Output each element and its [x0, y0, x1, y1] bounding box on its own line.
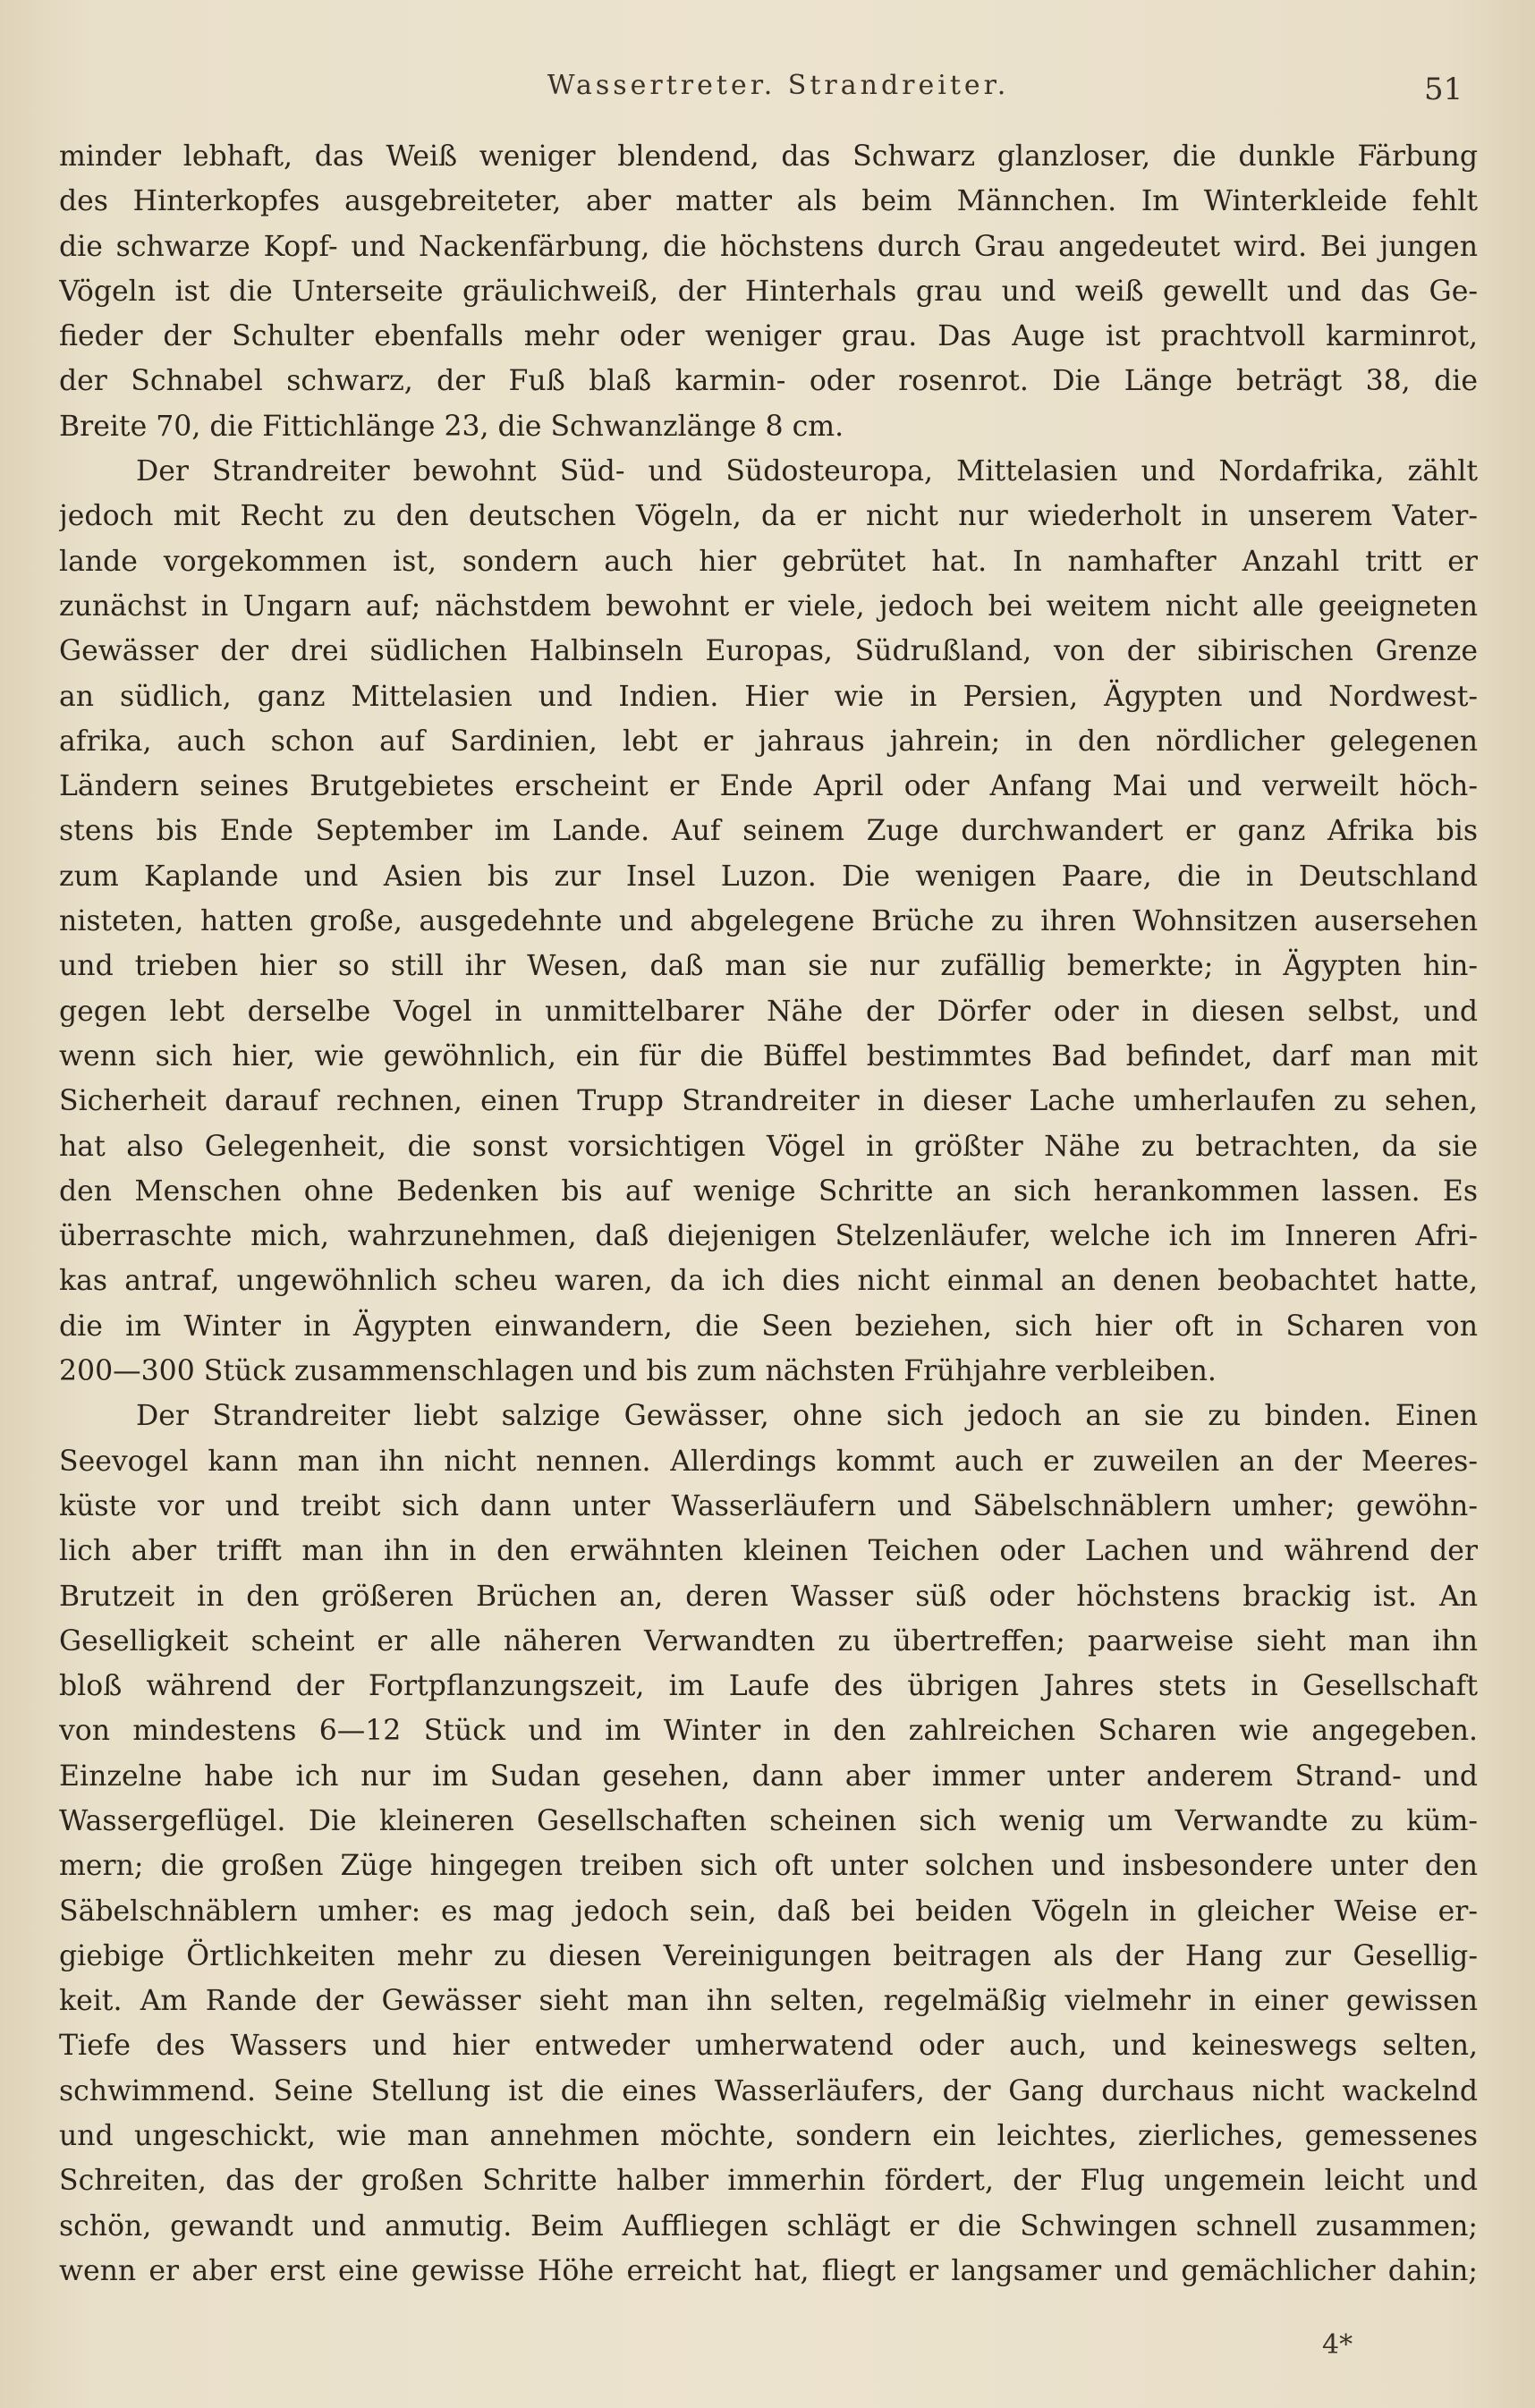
text-line: Geselligkeit scheint er alle näheren Verwandten zu übertreffen; paarweise sieht man ihn: [59, 1624, 1478, 1658]
text-line: keit. Am Rande der Gewässer sieht man ihn selten, regelmäßig vielmehr in einer gewissen: [59, 1985, 1478, 2018]
body-text: [59, 134, 1478, 2294]
text-line: stens bis Ende September im Lande. Auf seinem Zuge durchwandert er ganz Afrika bis: [59, 815, 1478, 848]
text-line: kas antraf, ungewöhnlich scheu waren, da ich dies nicht einmal an denen beobachtet hatte,: [59, 1265, 1478, 1298]
page-number: 51: [1424, 72, 1463, 107]
text-line: an südlich, ganz Mittelasien und Indien. Hier wie in Persien, Ägypten und Nordwest-: [59, 680, 1478, 713]
text-line: von mindestens 6—12 Stück und im Winter in den zahlreichen Scharen wie angegeben.: [59, 1715, 1478, 1748]
text-line: mern; die großen Züge hingegen treiben sich oft unter solchen und insbesondere unter den: [59, 1850, 1478, 1883]
text-line: zunächst in Ungarn auf; nächstdem bewohnt er viele, jedoch bei weitem nicht alle geeigneten: [59, 589, 1478, 623]
text-line: Tiefe des Wassers und hier entweder umherwatend oder auch, und keineswegs selten,: [59, 2030, 1478, 2063]
text-line: hat also Gelegenheit, die sonst vorsichtigen Vögel in größter Nähe zu betrachten, da sie: [59, 1130, 1478, 1163]
text-line: lich aber trifft man ihn in den erwähnten kleinen Teichen oder Lachen und während der: [59, 1535, 1478, 1568]
text-line: jedoch mit Recht zu den deutschen Vögeln, da er nicht nur wiederholt in unserem Vater-: [59, 500, 1478, 533]
text-line: Seevogel kann man ihn nicht nennen. Allerdings kommt auch er zuweilen an der Meeres-: [59, 1445, 1478, 1478]
text-line: schwimmend. Seine Stellung ist die eines Wasserläufers, der Gang durchaus nicht wackelnd: [59, 2074, 1478, 2107]
text-line: nisteten, hatten große, ausgedehnte und abgelegene Brüche zu ihren Wohnsitzen ausersehen: [59, 905, 1478, 938]
text-line: Wassergeflügel. Die kleineren Gesellschaften scheinen sich wenig um Verwandte zu küm-: [59, 1804, 1478, 1837]
text-line: zum Kaplande und Asien bis zur Insel Luzon. Die wenigen Paare, die in Deutschland: [59, 860, 1478, 893]
text-line: Gewässer der drei südlichen Halbinseln Europas, Südrußland, von der sibirischen Grenze: [59, 635, 1478, 668]
text-line: und trieben hier so still ihr Wesen, daß man sie nur zufällig bemerkte; in Ägypten hin-: [59, 950, 1478, 983]
text-line: lande vorgekommen ist, sondern auch hier gebrütet hat. In namhafter Anzahl tritt er: [59, 545, 1478, 578]
text-line: Säbelschnäblern umher: es mag jedoch sein, daß bei beiden Vögeln in gleicher Weise er-: [59, 1895, 1478, 1928]
text-line: schön, gewandt und anmutig. Beim Auffliegen schlägt er die Schwingen schnell zusammen;: [59, 2209, 1478, 2243]
text-line: des Hinterkopfes ausgebreiteter, aber matter als beim Männchen. Im Winterkleide fehlt: [59, 185, 1478, 218]
text-line: afrika, auch schon auf Sardinien, lebt er jahraus jahrein; in den nördlicher gelegenen: [59, 725, 1478, 758]
text-line: 200—300 Stück zusammenschlagen und bis zum nächsten Frühjahre verbleiben.: [59, 1355, 1217, 1388]
text-line: den Menschen ohne Bedenken bis auf wenige Schritte an sich herankommen lassen. Es: [59, 1174, 1478, 1208]
text-line: minder lebhaft, das Weiß weniger blendend, das Schwarz glanzloser, die dunkle Färbung: [59, 140, 1478, 173]
text-line: wenn sich hier, wie gewöhnlich, ein für die Büffel bestimmtes Bad befindet, darf man mit: [59, 1039, 1478, 1073]
text-line: küste vor und treibt sich dann unter Wasserläufern und Säbelschnäblern umher; gewöhn-: [59, 1489, 1478, 1522]
text-line: Vögeln ist die Unterseite gräulichweiß, der Hinterhals grau und weiß gewellt und das Ge-: [59, 275, 1478, 308]
text-line: Sicherheit darauf rechnen, einen Trupp Strandreiter in dieser Lache umherlaufen zu sehen,: [59, 1085, 1478, 1118]
text-line: Schreiten, das der großen Schritte halber immerhin fördert, der Flug ungemein leicht und: [59, 2165, 1478, 2198]
text-line: die im Winter in Ägypten einwandern, die Seen beziehen, sich hier oft in Scharen von: [59, 1310, 1478, 1343]
text-line: gegen lebt derselbe Vogel in unmittelbarer Nähe der Dörfer oder in diesen selbst, und: [59, 995, 1478, 1028]
signature-mark: 4*: [1322, 2329, 1353, 2361]
text-line: wenn er aber erst eine gewisse Höhe erreicht hat, fliegt er langsamer und gemächlicher dahin;: [59, 2254, 1478, 2287]
text-line: bloß während der Fortpflanzungszeit, im Laufe des übrigen Jahres stets in Gesellschaft: [59, 1670, 1478, 1703]
text-line: der Schnabel schwarz, der Fuß blaß karmin- oder rosenrot. Die Länge beträgt 38, die: [59, 365, 1478, 398]
text-line: Ländern seines Brutgebietes erscheint er Ende April oder Anfang Mai und verweilt höch-: [59, 770, 1478, 803]
text-line: fieder der Schulter ebenfalls mehr oder weniger grau. Das Auge ist prachtvoll karminrot,: [59, 320, 1478, 353]
text-line: Brutzeit in den größeren Brüchen an, deren Wasser süß oder höchstens brackig ist. An: [59, 1580, 1478, 1613]
text-line: die schwarze Kopf- und Nackenfärbung, die höchstens durch Grau angedeutet wird. Bei jungen: [59, 230, 1478, 263]
paragraph-start-line: Der Strandreiter liebt salzige Gewässer, ohne sich jedoch an sie zu binden. Einen: [136, 1400, 1478, 1433]
text-line: überraschte mich, wahrzunehmen, daß diejenigen Stelzenläufer, welche ich im Inneren Afri-: [59, 1220, 1478, 1253]
text-line: Einzelne habe ich nur im Sudan gesehen, dann aber immer unter anderem Strand- und: [59, 1759, 1478, 1793]
text-line: und ungeschickt, wie man annehmen möchte, sondern ein leichtes, zierliches, gemessenes: [59, 2120, 1478, 2153]
text-line: giebige Örtlichkeiten mehr zu diesen Vereinigungen beitragen als der Hang zur Gesellig-: [59, 1939, 1478, 1972]
running-head: Wassertreter. Strandreiter.: [547, 70, 1010, 101]
paragraph-start-line: Der Strandreiter bewohnt Süd- und Südosteuropa, Mittelasien und Nordafrika, zählt: [136, 455, 1478, 488]
text-line: Breite 70, die Fittichlänge 23, die Schwanzlänge 8 cm.: [59, 410, 844, 443]
